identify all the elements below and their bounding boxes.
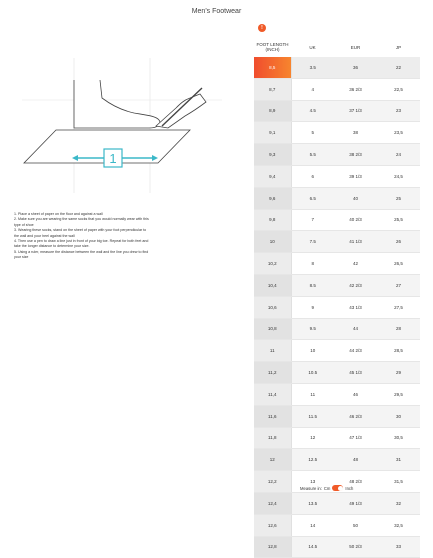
table-row[interactable] — [254, 231, 420, 253]
cell-jp: 28,5 — [377, 340, 420, 362]
cell-foot-length: 8,5 — [254, 57, 291, 78]
cell-eur: 36 2/3 — [334, 78, 377, 100]
cell-uk: 4 — [291, 78, 334, 100]
cell-jp: 26,5 — [377, 253, 420, 275]
alert-icon: ! — [258, 24, 266, 32]
page-title: Men's Footwear — [191, 8, 242, 15]
instructions-list — [14, 212, 242, 261]
cell-uk: 7.5 — [291, 231, 334, 253]
column-header-jp: JP — [395, 44, 402, 50]
toggle-knob — [338, 486, 343, 491]
cell-uk: 6.5 — [291, 187, 334, 209]
cell-eur: 43 1/3 — [334, 296, 377, 318]
cell-uk: 8 — [291, 253, 334, 275]
cell-jp: 32,5 — [377, 514, 420, 536]
unit-toggle[interactable] — [332, 485, 343, 491]
cell-eur: 42 — [334, 253, 377, 275]
instruction-line: 3. Wearing these socks, stand on the sheet of paper with your foot perpendicular to — [14, 228, 147, 233]
cell-jp: 24 — [377, 144, 420, 166]
cell-jp: 28 — [377, 318, 420, 340]
cell-jp: 29,5 — [377, 383, 420, 405]
cell-foot-length: 10 — [254, 231, 291, 253]
table-row[interactable] — [254, 362, 420, 384]
cell-foot-length: 10,2 — [254, 253, 291, 275]
table-row[interactable] — [254, 318, 420, 340]
cell-jp: 33 — [377, 536, 420, 558]
table-row[interactable] — [254, 340, 420, 362]
cell-eur: 37 1/3 — [334, 100, 377, 122]
foot-measurement-illustration — [22, 58, 222, 198]
instruction-line: take the longer distance to determine your size. — [14, 244, 90, 249]
cell-jp: 23,5 — [377, 122, 420, 144]
inch-option[interactable]: Inch — [345, 485, 354, 491]
cell-foot-length: 9,4 — [254, 165, 291, 187]
instruction-line: 5. Using a ruler, measure the distance between the wall and the line you drew to find — [14, 249, 149, 254]
cell-uk: 12.5 — [291, 449, 334, 471]
cell-jp: 22,5 — [377, 78, 420, 100]
cell-uk: 4.5 — [291, 100, 334, 122]
instruction-line: 2. Make sure you are wearing the same socks that you would normally wear with this — [14, 217, 149, 222]
cell-eur: 38 — [334, 122, 377, 144]
cell-foot-length: 8,7 — [254, 78, 291, 100]
table-row[interactable] — [254, 57, 420, 78]
instruction-line: 1. Place a sheet of paper on the floor and against a wall — [14, 212, 103, 216]
cell-eur: 40 2/3 — [334, 209, 377, 231]
cell-foot-length: 9,8 — [254, 209, 291, 231]
column-header-eur: EUR — [350, 44, 361, 50]
cell-foot-length: 9,1 — [254, 122, 291, 144]
cell-jp: 27,5 — [377, 296, 420, 318]
cell-eur: 47 1/3 — [334, 427, 377, 449]
cm-option[interactable]: Cm — [323, 485, 331, 491]
table-row[interactable] — [254, 122, 420, 144]
table-row[interactable] — [254, 405, 420, 427]
instruction-line: the wall and your heel against the wall — [14, 233, 75, 238]
cell-uk: 13 — [291, 471, 334, 493]
cell-eur: 40 — [334, 187, 377, 209]
table-row[interactable] — [254, 296, 420, 318]
cell-uk: 11 — [291, 383, 334, 405]
instruction-line: 4. Then use a pen to draw a line just in front of your big toe. Repeat for both feet and — [14, 239, 149, 244]
cell-eur: 39 1/3 — [334, 165, 377, 187]
table-row[interactable] — [254, 492, 420, 514]
cell-foot-length: 12,4 — [254, 492, 291, 514]
cell-jp: 23 — [377, 100, 420, 122]
column-header-uk: UK — [309, 44, 316, 50]
cell-foot-length: 12,6 — [254, 514, 291, 536]
cell-foot-length: 10,8 — [254, 318, 291, 340]
table-row[interactable] — [254, 78, 420, 100]
cell-uk: 6 — [291, 165, 334, 187]
cell-eur: 41 1/3 — [334, 231, 377, 253]
cell-foot-length: 12,2 — [254, 471, 291, 493]
table-row[interactable] — [254, 536, 420, 558]
cell-eur: 50 2/3 — [334, 536, 377, 558]
cell-uk: 10 — [291, 340, 334, 362]
table-row[interactable] — [254, 274, 420, 296]
cell-uk: 5.5 — [291, 144, 334, 166]
table-row[interactable] — [254, 144, 420, 166]
cell-uk: 8.5 — [291, 274, 334, 296]
cell-uk: 14.5 — [291, 536, 334, 558]
size-table — [254, 37, 420, 558]
step-number: 1 — [109, 151, 117, 166]
cell-uk: 5 — [291, 122, 334, 144]
hand-icon — [156, 94, 206, 128]
cell-foot-length: 10,4 — [254, 274, 291, 296]
cell-uk: 9.5 — [291, 318, 334, 340]
cell-eur: 46 — [334, 383, 377, 405]
column-header-foot-length: FOOT LENGTH (INCH) — [256, 42, 289, 52]
foot-icon — [74, 80, 160, 128]
cell-jp: 25,5 — [377, 209, 420, 231]
cell-foot-length: 8,9 — [254, 100, 291, 122]
cell-uk: 12 — [291, 427, 334, 449]
cell-foot-length: 11,6 — [254, 405, 291, 427]
cell-eur: 46 2/3 — [334, 405, 377, 427]
cell-foot-length: 11 — [254, 340, 291, 362]
cell-jp: 26 — [377, 231, 420, 253]
table-row[interactable] — [254, 383, 420, 405]
cell-jp: 30,5 — [377, 427, 420, 449]
cell-foot-length: 9,3 — [254, 144, 291, 166]
cell-uk: 14 — [291, 514, 334, 536]
table-row[interactable] — [254, 449, 420, 471]
cell-foot-length: 11,4 — [254, 383, 291, 405]
cell-foot-length: 11,8 — [254, 427, 291, 449]
cell-uk: 7 — [291, 209, 334, 231]
cell-eur: 38 2/3 — [334, 144, 377, 166]
cell-foot-length: 10,6 — [254, 296, 291, 318]
cell-uk: 11.5 — [291, 405, 334, 427]
cell-uk: 3.5 — [291, 57, 334, 78]
cell-jp: 31 — [377, 449, 420, 471]
cell-uk: 9 — [291, 296, 334, 318]
cell-jp: 31,5 — [377, 471, 420, 493]
cell-jp: 22 — [377, 57, 420, 78]
cell-eur: 48 — [334, 449, 377, 471]
table-row[interactable] — [254, 187, 420, 209]
cell-eur: 36 — [334, 57, 377, 78]
cell-foot-length: 12 — [254, 449, 291, 471]
instruction-line: type of shoe — [14, 222, 34, 227]
cell-eur: 44 2/3 — [334, 340, 377, 362]
cell-foot-length: 9,6 — [254, 187, 291, 209]
cell-eur: 50 — [334, 514, 377, 536]
cell-eur: 48 2/3 — [334, 471, 377, 493]
cell-eur: 45 1/3 — [334, 362, 377, 384]
table-row[interactable] — [254, 514, 420, 536]
cell-uk: 13.5 — [291, 492, 334, 514]
instruction-line: your size — [14, 255, 29, 260]
cell-foot-length: 12,8 — [254, 536, 291, 558]
cell-eur: 44 — [334, 318, 377, 340]
measure-label: Measure in: — [300, 485, 322, 491]
measure-toggle-group — [300, 485, 353, 491]
table-row[interactable] — [254, 165, 420, 187]
table-row[interactable] — [254, 427, 420, 449]
cell-jp: 32 — [377, 492, 420, 514]
table-row[interactable] — [254, 100, 420, 122]
cell-jp: 25 — [377, 187, 420, 209]
cell-eur: 49 1/3 — [334, 492, 377, 514]
cell-uk: 10.5 — [291, 362, 334, 384]
table-row[interactable] — [254, 209, 420, 231]
cell-eur: 42 2/3 — [334, 274, 377, 296]
cell-jp: 27 — [377, 274, 420, 296]
cell-jp: 24,5 — [377, 165, 420, 187]
cell-jp: 30 — [377, 405, 420, 427]
cell-foot-length: 11,2 — [254, 362, 291, 384]
table-row[interactable] — [254, 253, 420, 275]
cell-jp: 29 — [377, 362, 420, 384]
